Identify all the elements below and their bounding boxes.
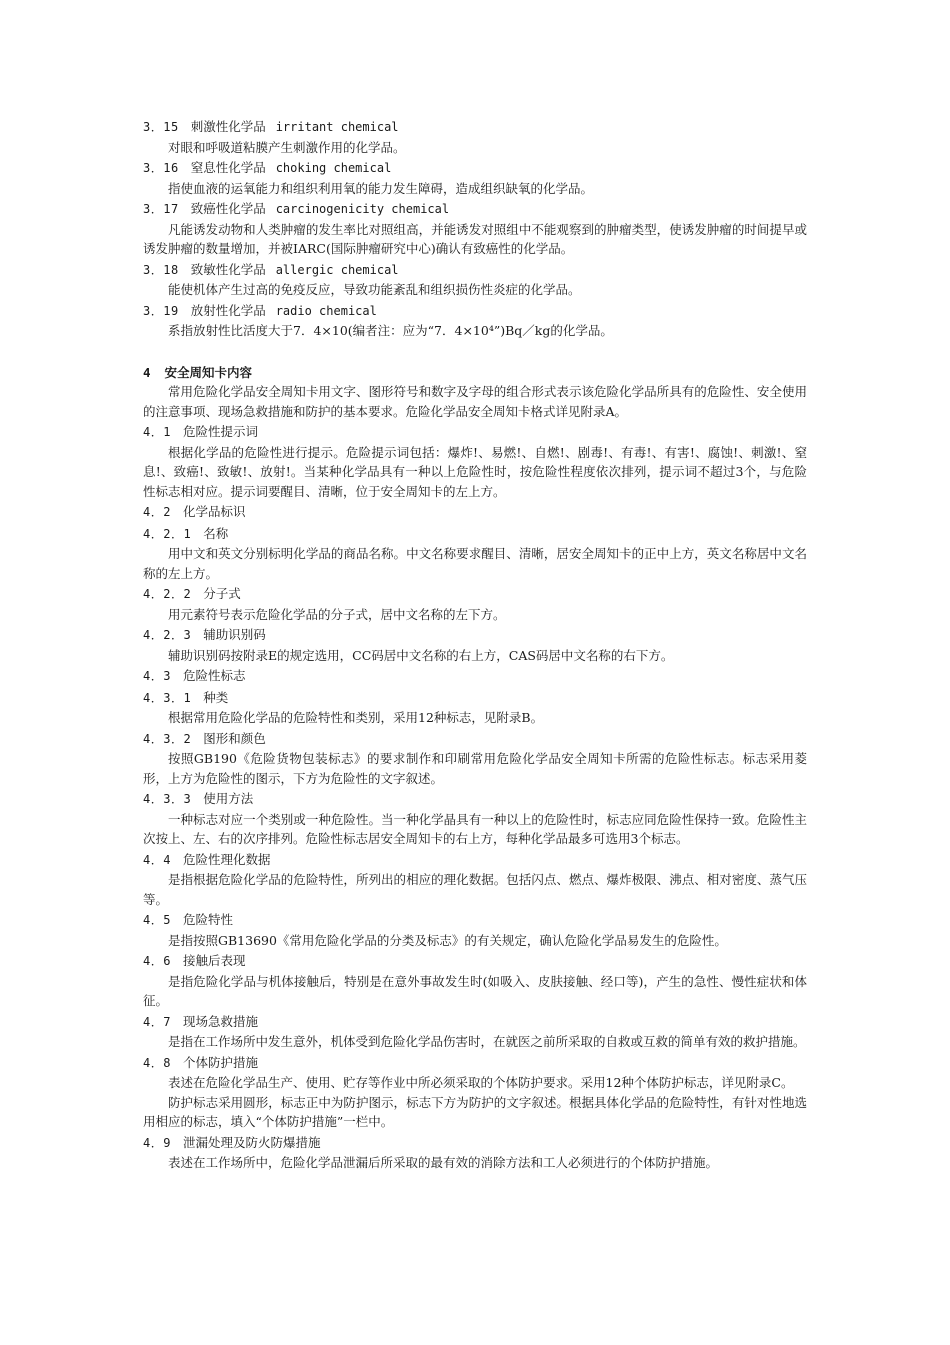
section-number: 4．7 [143, 1014, 171, 1029]
section-body-4-5: 是指按照GB13690《常用危险化学品的分类及标志》的有关规定，确认危险化学品易发生的危险性。 [168, 932, 727, 948]
section-body-4-2-2: 用元素符号表示危险化学品的分子式，居中文名称的左下方。 [168, 606, 506, 622]
section-number: 4．1 [143, 425, 171, 439]
section-body-3-17: 凡能诱发动物和人类肿瘤的发生率比对照组高，并能诱发对照组中不能观察到的肿瘤类型，使诱发肿瘤的时间提早或诱发肿瘤的数量增加，并被IARC(国际肿瘤研究中心)确认有致癌性的化学品。 [143, 221, 807, 256]
section-body-4-8-second: 防护标志采用圆形，标志正中为防护图示，标志下方为防护的文字叙述。根据具体化学品的危险特性，有针对性地选用相应的标志，填入“个体防护措施”一栏中。 [143, 1094, 807, 1129]
section-body-4-2-1: 用中文和英文分别标明化学品的商品名称。中文名称要求醒目、清晰，居安全周知卡的正中上方，英文名称居中文名称的左上方。 [143, 546, 807, 581]
section-title: 图形和颜色 [203, 730, 266, 746]
section-title: 致敏性化学品 [190, 261, 266, 277]
section-body-3-15: 对眼和呼吸道粘膜产生刺激作用的化学品。 [168, 139, 406, 155]
section-title: 危险特性 [182, 912, 233, 927]
section-heading-4-2 [143, 502, 807, 523]
section-title: 接触后表现 [182, 953, 246, 968]
section-body-4: 常用危险化学品安全周知卡用文字、图形符号和数字及字母的组合形式表示该危险化学品所具有的危险性、安全使用的注意事项、现场急救措施和防护的基本要求。危险化学品安全周知卡格式详见附录A。 [143, 384, 807, 419]
section-title: 现场急救措施 [182, 1013, 258, 1029]
section-body-4-3-1: 根据常用危险化学品的危险特性和类别，采用12种标志，见附录B。 [168, 710, 544, 725]
section-number: 4．3．3 [143, 792, 192, 806]
section-number: 4．3 [143, 669, 171, 683]
section-title-en: choking chemical [275, 161, 392, 175]
section-body-3-18: 能使机体产生过高的免疫反应，导致功能紊乱和组织损伤性炎症的化学品。 [168, 282, 581, 297]
section-number: 3．18 [143, 262, 179, 277]
section-title: 放射性化学品 [190, 302, 266, 318]
section-title: 危险性标志 [182, 668, 246, 683]
section-title: 致癌性化学品 [190, 201, 266, 216]
section-number: 3．19 [143, 303, 179, 318]
section-heading-4-2-2 [143, 584, 807, 605]
section-body-4-3-3: 一种标志对应一个类别或一种危险性。当一种化学晶具有一种以上的危险性时，标志应同危险性保持一致。危险性主次按上、左、右的次序排列。危险性标志居安全周知卡的右上方，每种化学品最多可选用3个标志。 [143, 811, 807, 846]
section-heading-3-18 [143, 260, 807, 281]
section-heading-4-6 [143, 951, 807, 972]
section-heading-4-8 [143, 1053, 807, 1074]
section-number: 3．15 [143, 120, 179, 134]
section-heading-4-4 [143, 850, 807, 871]
section-heading-4 [143, 363, 807, 383]
section-title: 辅助识别码 [203, 627, 266, 642]
section-title: 化学品标识 [182, 504, 246, 519]
section-title: 危险性提示词 [182, 424, 258, 439]
section-heading-4-5 [143, 910, 807, 931]
section-title: 刺激性化学品 [190, 119, 266, 134]
section-number: 3．17 [143, 202, 179, 216]
section-body-4-3-2: 按照GB190《危险货物包装标志》的要求制作和印刷常用危险化学品安全周知卡所需的危险性标志。标志采用菱形，上方为危险性的图示，下方为危险性的文字叙述。 [143, 751, 807, 786]
section-heading-4-3-3 [143, 789, 807, 810]
section-title: 个体防护措施 [182, 1054, 258, 1070]
section-heading-3-15 [143, 117, 807, 138]
section-title: 分子式 [203, 586, 241, 601]
section-number: 4．2．3 [143, 628, 192, 642]
section-number: 4．8 [143, 1055, 171, 1070]
section-body-3-19: 系指放射性比活度大于7．4×10(编者注：应为“7．4×10⁴”)Bq／kg的化学品。 [168, 323, 613, 338]
section-body-3-16: 指使血液的运氧能力和组织利用氧的能力发生障碍，造成组织缺氧的化学品。 [168, 180, 594, 196]
section-title: 危险性理化数据 [182, 851, 271, 867]
section-body-4-2-3: 辅助识别码按附录E的规定选用，CC码居中文名称的右上方，CAS码居中文名称的右下方。 [168, 647, 674, 663]
section-heading-4-1 [143, 422, 807, 443]
section-heading-3-17 [143, 199, 807, 220]
section-body-4-7: 是指在工作场所中发生意外，机体受到危险化学品伤害时，在就医之前所采取的自救或互救的简单有效的救护措施。 [168, 1034, 806, 1049]
section-number: 4 [143, 364, 151, 380]
section-number: 4．3．2 [143, 731, 192, 746]
section-heading-4-2-1 [143, 524, 807, 545]
section-title-en: irritant chemical [275, 120, 399, 134]
section-number: 4．5 [143, 913, 171, 927]
section-body-4-4: 是指根据危险化学品的危险特性，所列出的相应的理化数据。包括闪点、燃点、爆炸极限、沸点、相对密度、蒸气压等。 [143, 872, 807, 907]
section-title: 窒息性化学品 [190, 160, 266, 175]
section-title: 名称 [203, 525, 229, 541]
section-body-4-6: 是指危险化学品与机体接触后，特别是在意外事故发生时(如吸入、皮肤接触、经口等)，产生的急性、慢性症状和体征。 [143, 973, 807, 1008]
section-number: 4．2．1 [143, 526, 192, 541]
section-heading-4-3-2 [143, 729, 807, 750]
section-heading-4-7 [143, 1012, 807, 1033]
section-title-en: allergic chemical [275, 262, 399, 277]
section-number: 4．3．1 [143, 690, 192, 705]
section-number: 4．2．2 [143, 587, 192, 601]
section-body-4-9: 表述在工作场所中，危险化学品泄漏后所采取的最有效的消除方法和工人必须进行的个体防护措施。 [168, 1155, 719, 1170]
section-heading-4-2-3 [143, 625, 807, 646]
document-page [143, 116, 807, 1173]
section-heading-3-19 [143, 301, 807, 322]
section-title: 使用方法 [203, 791, 254, 806]
section-number: 4．4 [143, 852, 171, 867]
section-title-en: radio chemical [275, 303, 377, 318]
section-title-en: carcinogenicity chemical [275, 202, 450, 216]
section-heading-4-3-1 [143, 688, 807, 709]
section-heading-3-16 [143, 158, 807, 179]
section-title: 泄漏处理及防火防爆措施 [182, 1134, 321, 1150]
section-title: 种类 [203, 689, 229, 705]
section-heading-4-3 [143, 666, 807, 687]
section-heading-4-9 [143, 1133, 807, 1154]
section-number: 3．16 [143, 161, 179, 175]
section-number: 4．6 [143, 954, 171, 968]
section-number: 4．2 [143, 505, 171, 519]
section-number: 4．9 [143, 1135, 171, 1150]
section-title: 安全周知卡内容 [164, 364, 253, 380]
section-body-4-1: 根据化学品的危险性进行提示。危险提示词包括：爆炸!、易燃!、自燃!、剧毒!、有毒!、有害!、腐蚀!、刺激!、窒息!、致癌!、致敏!、放射!。当某种化学品具有一种以上危险性时，按危险性程度依次排列，提示词不超过3个，与危险性标志相对应。提示词要醒目、清晰，位于安全周知卡的左上方。 [143, 444, 807, 499]
section-body-4-8: 表述在危险化学品生产、使用、贮存等作业中所必须采取的个体防护要求。采用12种个体防护标志，详见附录C。 [168, 1075, 794, 1090]
